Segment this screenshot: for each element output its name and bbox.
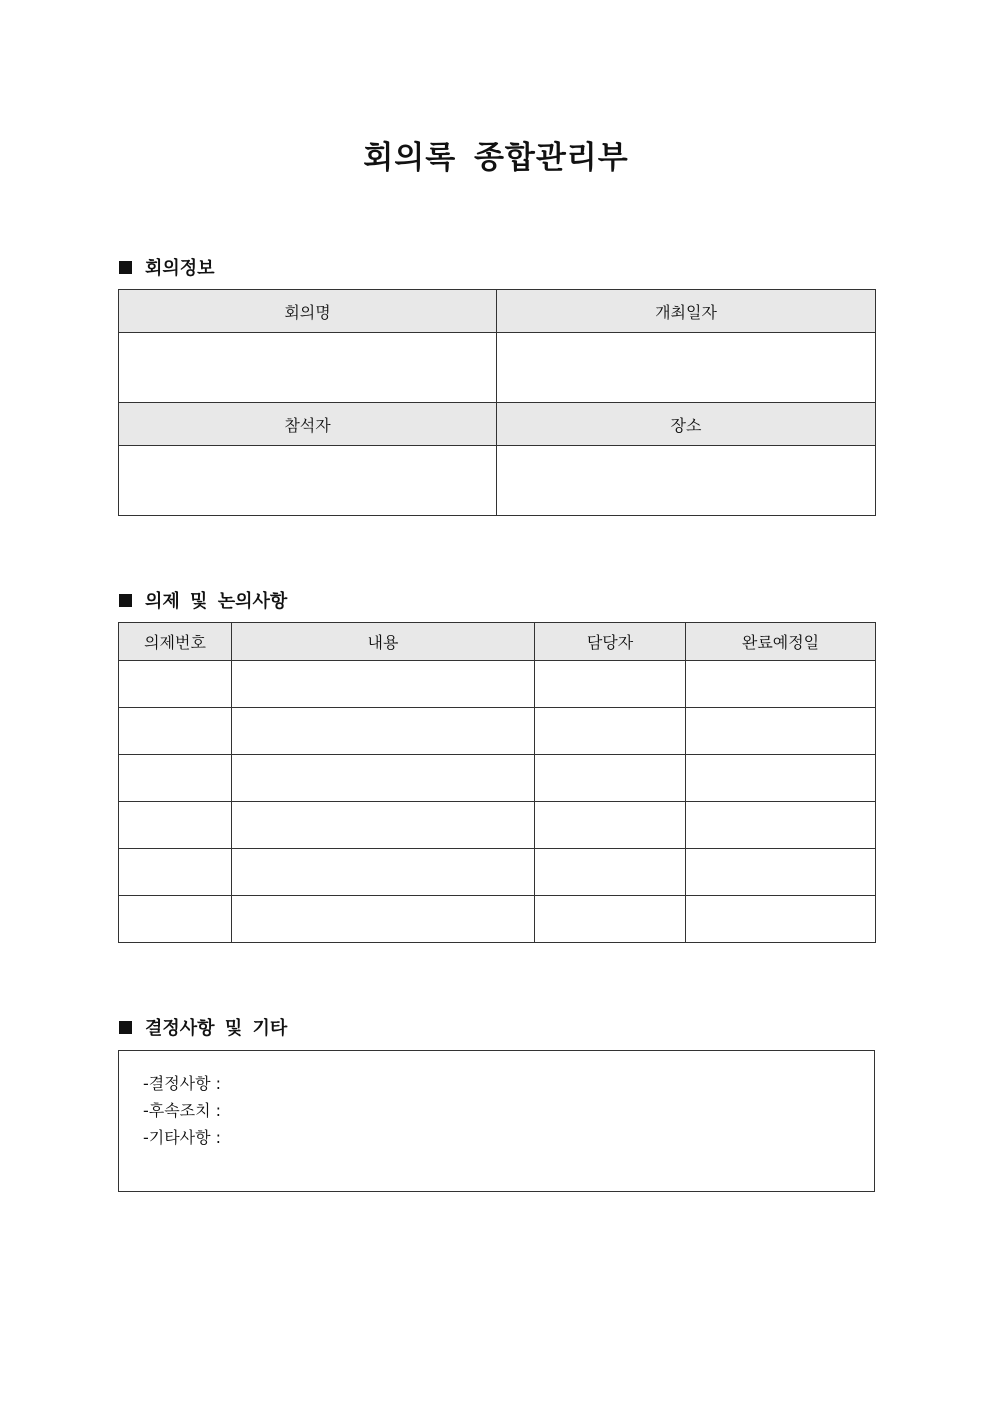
agenda-table — [118, 622, 876, 943]
meeting-name-field[interactable] — [119, 333, 497, 403]
agenda-number-cell[interactable] — [119, 896, 232, 943]
agenda-due-date-cell[interactable] — [686, 708, 876, 755]
agenda-number-cell[interactable] — [119, 661, 232, 708]
agenda-content-cell[interactable] — [232, 896, 535, 943]
square-bullet-icon — [119, 261, 132, 274]
square-bullet-icon — [119, 594, 132, 607]
table-row — [119, 708, 876, 755]
agenda-owner-header: 담당자 — [535, 623, 686, 661]
section-heading-meeting-info — [119, 254, 215, 280]
agenda-due-date-cell[interactable] — [686, 661, 876, 708]
agenda-owner-cell[interactable] — [535, 708, 686, 755]
meeting-name-label: 회의명 — [119, 290, 497, 333]
agenda-content-cell[interactable] — [232, 661, 535, 708]
section-heading-label: 의제 및 논의사항 — [145, 591, 288, 612]
decision-line-decisions: -결정사항 : — [143, 1074, 222, 1093]
agenda-due-date-cell[interactable] — [686, 755, 876, 802]
location-label: 장소 — [497, 403, 876, 446]
agenda-owner-cell[interactable] — [535, 802, 686, 849]
agenda-content-cell[interactable] — [232, 708, 535, 755]
agenda-owner-cell[interactable] — [535, 849, 686, 896]
table-row — [119, 802, 876, 849]
agenda-due-date-cell[interactable] — [686, 896, 876, 943]
agenda-number-cell[interactable] — [119, 802, 232, 849]
attendees-label: 참석자 — [119, 403, 497, 446]
agenda-owner-cell[interactable] — [535, 661, 686, 708]
table-row — [119, 755, 876, 802]
meeting-date-label: 개최일자 — [497, 290, 876, 333]
section-heading-decisions — [119, 1014, 287, 1040]
square-bullet-icon — [119, 1021, 132, 1034]
decision-line-follow-up: -후속조치 : — [143, 1101, 222, 1120]
decisions-box[interactable] — [118, 1050, 875, 1192]
agenda-number-cell[interactable] — [119, 708, 232, 755]
agenda-content-cell[interactable] — [232, 755, 535, 802]
agenda-due-date-cell[interactable] — [686, 802, 876, 849]
decision-line-other: -기타사항 : — [143, 1128, 222, 1147]
agenda-content-cell[interactable] — [232, 849, 535, 896]
meeting-date-field[interactable] — [497, 333, 876, 403]
agenda-owner-cell[interactable] — [535, 896, 686, 943]
attendees-field[interactable] — [119, 446, 497, 516]
agenda-owner-cell[interactable] — [535, 755, 686, 802]
section-heading-label: 회의정보 — [145, 258, 215, 279]
section-heading-label: 결정사항 및 기타 — [145, 1018, 288, 1039]
agenda-content-cell[interactable] — [232, 802, 535, 849]
table-row — [119, 849, 876, 896]
section-heading-agenda — [119, 587, 287, 613]
location-field[interactable] — [497, 446, 876, 516]
agenda-number-header: 의제번호 — [119, 623, 232, 661]
table-row — [119, 661, 876, 708]
document-title: 회의록 종합관리부 — [363, 140, 629, 176]
agenda-due-date-header: 완료예정일 — [686, 623, 876, 661]
agenda-due-date-cell[interactable] — [686, 849, 876, 896]
table-row — [119, 896, 876, 943]
meeting-info-table — [118, 289, 876, 516]
agenda-number-cell[interactable] — [119, 849, 232, 896]
agenda-content-header: 내용 — [232, 623, 535, 661]
agenda-number-cell[interactable] — [119, 755, 232, 802]
